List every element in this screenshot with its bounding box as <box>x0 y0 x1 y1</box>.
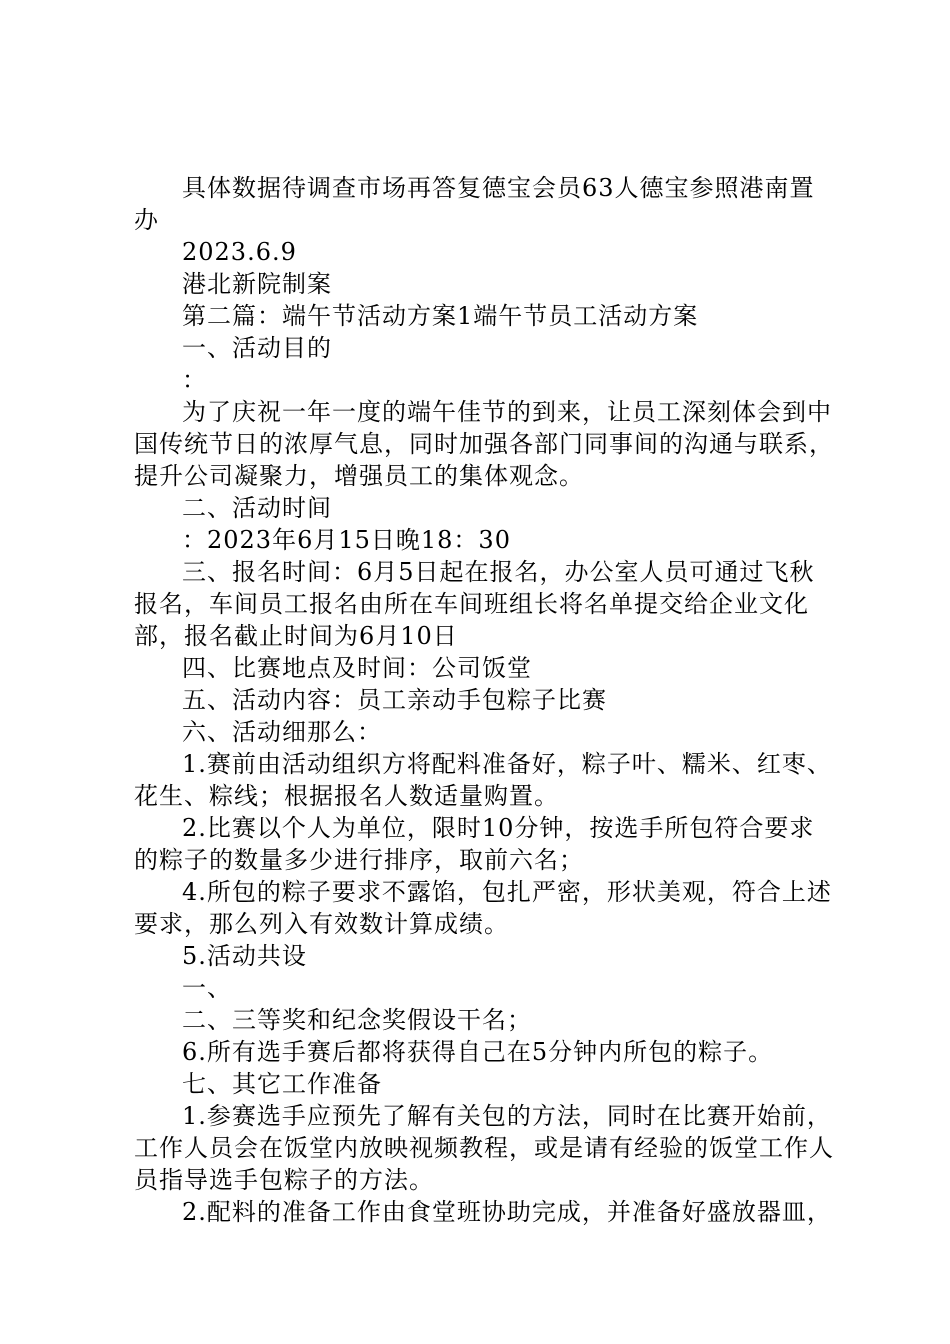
prep-1: 1.参赛选手应预先了解有关包的方法，同时在比赛开始前，工作人员会在饭堂内放映视频教程，或是请有经验的饭堂工作人员指导选手包粽子的方法。 <box>134 1102 834 1194</box>
paragraph-colon: ： <box>182 366 207 394</box>
rule-5-part-b: 二、三等奖和纪念奖假设干名； <box>182 1006 532 1034</box>
document-body <box>134 172 834 1228</box>
rule-5: 5.活动共设 <box>182 942 307 970</box>
paragraph-location: 四、比赛地点及时间：公司饭堂 <box>182 654 532 682</box>
rule-6: 6.所有选手赛后都将获得自己在5分钟内所包的粽子。 <box>182 1038 774 1066</box>
heading-purpose: 一、活动目的 <box>182 334 332 362</box>
paragraph-1: 具体数据待调查市场再答复德宝会员63人德宝参照港南置办 <box>134 174 815 234</box>
paragraph-time: ：2023年6月15日晚18：30 <box>182 526 511 554</box>
section-title: 第二篇：端午节活动方案1端午节员工活动方案 <box>182 302 699 330</box>
heading-time: 二、活动时间 <box>182 494 332 522</box>
paragraph-date: 2023.6.9 <box>182 238 297 266</box>
heading-preparation: 七、其它工作准备 <box>182 1070 382 1098</box>
rule-2: 2.比赛以个人为单位，限时10分钟，按选手所包符合要求的粽子的数量多少进行排序，取前六名； <box>134 814 815 874</box>
paragraph-content: 五、活动内容：员工亲动手包粽子比赛 <box>182 686 607 714</box>
rule-4: 4.所包的粽子要求不露馅，包扎严密，形状美观，符合上述要求，那么列入有效数计算成绩。 <box>134 878 832 938</box>
heading-rules: 六、活动细那么： <box>182 718 382 746</box>
paragraph-purpose: 为了庆祝一年一度的端午佳节的到来，让员工深刻体会到中国传统节日的浓厚气息，同时加强各部门同事间的沟通与联系，提升公司凝聚力，增强员工的集体观念。 <box>134 398 834 490</box>
prep-2: 2.配料的准备工作由食堂班协助完成，并准备好盛放器皿， <box>182 1198 832 1226</box>
paragraph-registration: 三、报名时间：6月5日起在报名，办公室人员可通过飞秋报名，车间员工报名由所在车间班组长将名单提交给企业文化部，报名截止时间为6月10日 <box>134 558 815 650</box>
paragraph-author: 港北新院制案 <box>182 270 332 298</box>
rule-5-part-a: 一、 <box>182 974 232 1002</box>
rule-1: 1.赛前由活动组织方将配料准备好，粽子叶、糯米、红枣、花生、粽线；根据报名人数适量购置。 <box>134 750 832 810</box>
